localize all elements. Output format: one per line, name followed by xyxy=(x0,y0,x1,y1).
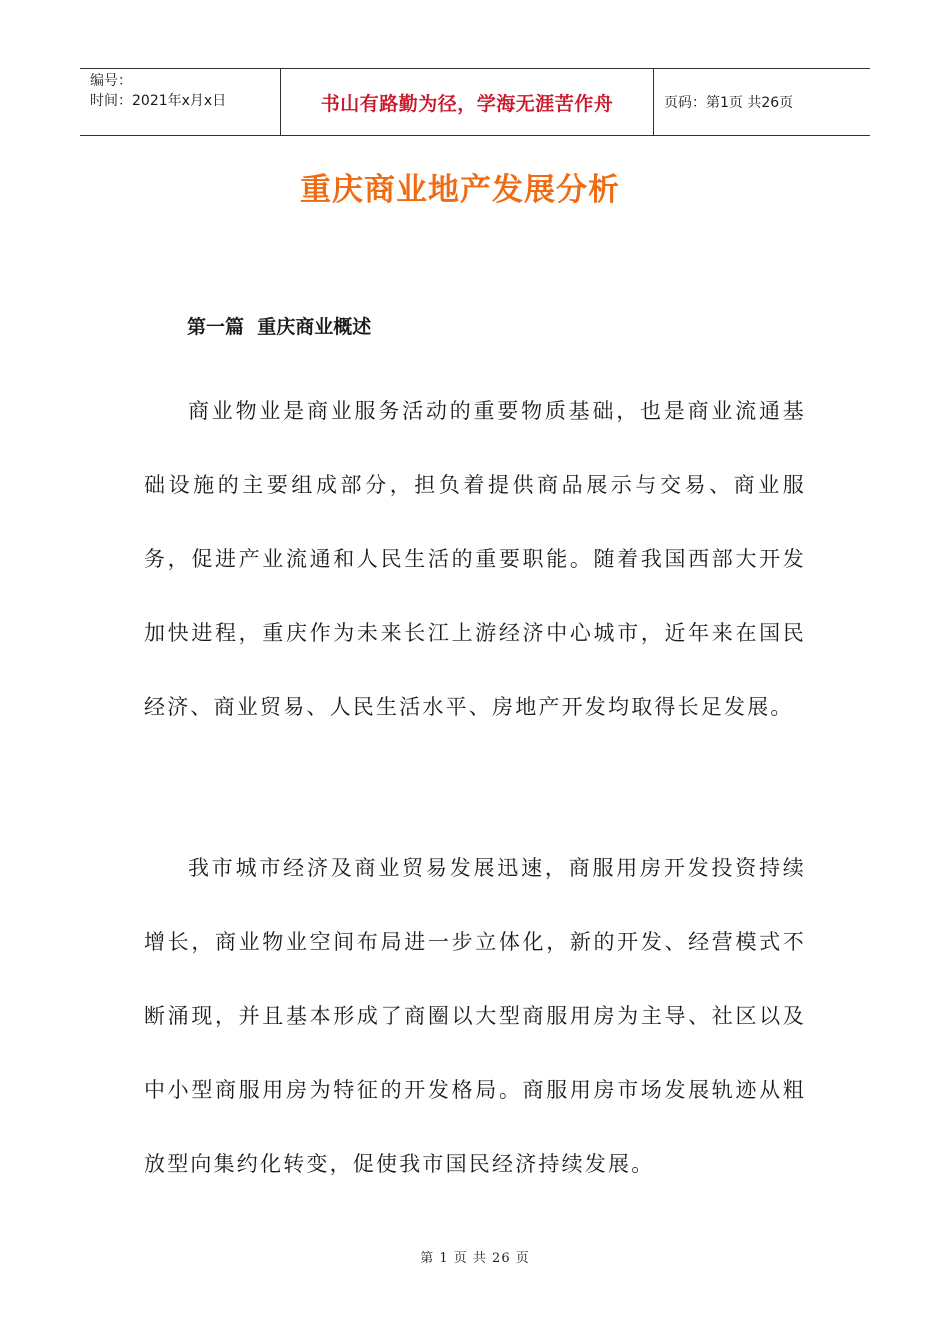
header-motto-cell xyxy=(281,69,654,135)
header-page-cell xyxy=(654,69,870,135)
header-table xyxy=(80,68,870,136)
body-paragraph: 商业物业是商业服务活动的重要物质基础，也是商业流通基础设施的主要组成部分，担负着提供商品展示与交易、商业服务，促进产业流通和人民生活的重要职能。随着我国西部大开发加快进程，重庆作为未来长江上游经济中心城市，近年来在国民经济、商业贸易、人民生活水平、房地产开发均取得长足发展。 xyxy=(144,399,806,719)
document-time-label: 时间：2021年x月x日 xyxy=(90,93,227,109)
document-number-label: 编号： xyxy=(90,73,132,89)
body-paragraph: 我市城市经济及商业贸易发展迅速，商服用房开发投资持续增长，商业物业空间布局进一步立体化，新的开发、经营模式不断涌现，并且基本形成了商圈以大型商服用房为主导、社区以及中小型商服用房为特征的开发格局。商服用房市场发展轨迹从粗放型向集约化转变，促使我市国民经济持续发展。 xyxy=(144,856,806,1176)
header-page-info: 页码：第1页 共26页 xyxy=(664,95,794,111)
section-heading: 第一篇 重庆商业概述 xyxy=(187,316,372,338)
header-motto: 书山有路勤为径，学海无涯苦作舟 xyxy=(320,92,614,115)
page-footer: 第 1 页 共 26 页 xyxy=(420,1251,530,1266)
header-meta-cell xyxy=(80,69,281,135)
document-title: 重庆商业地产发展分析 xyxy=(300,172,620,208)
